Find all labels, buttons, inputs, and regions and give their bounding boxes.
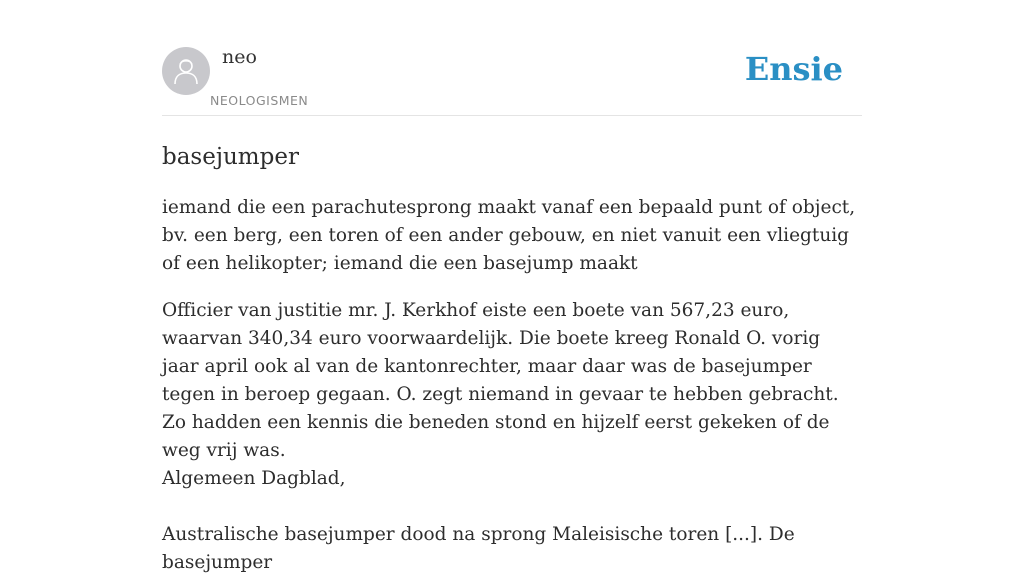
username[interactable]: neo <box>222 46 257 68</box>
example-source: Algemeen Dagblad, <box>162 468 346 489</box>
brand-logo[interactable]: Ensie <box>744 50 843 88</box>
entry-definition: iemand die een parachutesprong maakt vanaf een bepaald punt of object, bv. een berg, een toren of een ander gebouw, en niet vanuit een vliegtuig of een helikopter; iemand die een basejump maakt <box>162 197 856 274</box>
page-container <box>162 0 862 577</box>
example-quote-2: Australische basejumper dood na sprong Maleisische toren [...]. De basejumper <box>162 524 795 573</box>
example-spacer <box>162 493 862 521</box>
avatar[interactable] <box>162 47 210 95</box>
category-link[interactable]: NEOLOGISMEN <box>210 93 309 108</box>
header <box>162 0 862 116</box>
user-silhouette-icon <box>170 55 202 87</box>
entry-title: basejumper <box>162 144 299 170</box>
entry-examples <box>162 297 862 577</box>
example-quote: Officier van justitie mr. J. Kerkhof eiste een boete van 567,23 euro, waarvan 340,34 euro voorwaardelijk. Die boete kreeg Ronald O. vorig jaar april ook al van de kantonrechter, maar daar was de basejumper tegen in beroep gegaan. O. zegt niemand in gevaar te hebben gebracht. Zo hadden een kennis die beneden stond en hijzelf eerst gekeken of de weg vrij was. <box>162 300 839 461</box>
